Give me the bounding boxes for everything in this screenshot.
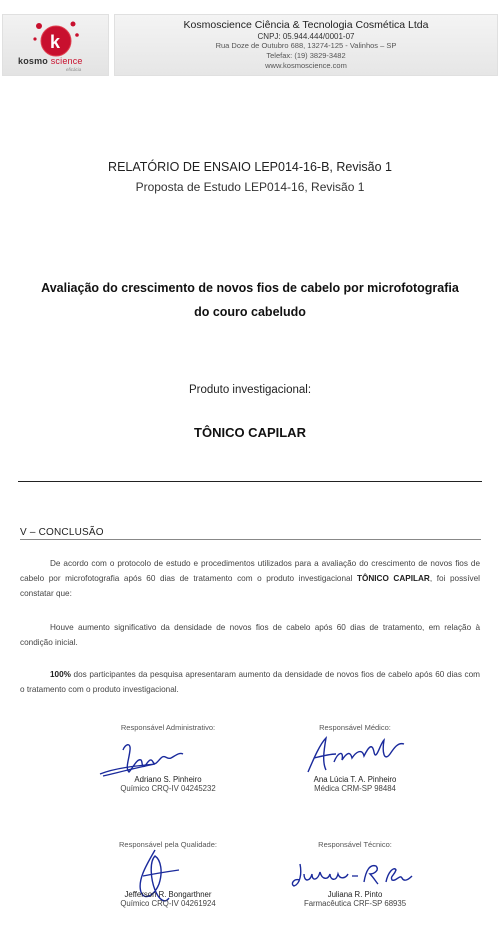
signature-id-technical	[255, 890, 455, 908]
p3-text: dos participantes da pesquisa apresentaram aumento da densidade de novos fios de cabelo após 60 dias com o tratamento com o produto investigacional.	[20, 670, 480, 694]
signature-drawing-technical	[290, 858, 415, 894]
logo-wordmark	[18, 56, 83, 66]
product-name: TÔNICO CAPILAR	[194, 425, 306, 440]
logo-subtext: eficácia	[66, 67, 82, 72]
signature-role: Responsável Médico:	[319, 723, 391, 732]
conclusion-paragraph-3	[20, 667, 480, 697]
signature-name: Jefferson R. Bongarthner	[124, 890, 212, 899]
conclusion-heading-rule	[20, 539, 481, 540]
company-phone: Telefax: (19) 3829-3482	[266, 51, 346, 60]
conclusion-paragraph-1	[20, 556, 480, 601]
main-title-line-1: Avaliação do crescimento de novos fios de cabelo por microfotografia	[41, 281, 459, 295]
signature-name: Juliana R. Pinto	[327, 890, 383, 899]
study-proposal: Proposta de Estudo LEP014-16, Revisão 1	[135, 180, 365, 194]
signature-registry: Médica CRM-SP 98484	[314, 784, 396, 793]
signature-name: Ana Lúcia T. A. Pinheiro	[313, 775, 397, 784]
logo-panel	[2, 14, 109, 76]
signature-block-medical	[255, 723, 455, 732]
company-name: Kosmoscience Ciência & Tecnologia Cosmética Ltda	[183, 19, 429, 31]
signature-id-medical	[255, 775, 455, 793]
signature-registry: Químico CRQ-IV 04245232	[120, 784, 216, 793]
signature-id-administrative	[68, 775, 268, 793]
signature-registry: Farmacêutica CRF-SP 68935	[303, 899, 407, 908]
company-cnpj: CNPJ: 05.944.444/0001-07	[257, 32, 355, 41]
company-address: Rua Doze de Outubro 688, 13274-125 - Valinhos – SP	[215, 41, 397, 50]
signature-name: Adriano S. Pinheiro	[134, 775, 202, 784]
conclusion-paragraph-2: Houve aumento significativo da densidade de novos fios de cabelo após 60 dias de tratamento, em relação à condição inicial.	[20, 623, 480, 647]
p1-text: De acordo com o protocolo de estudo e procedimentos utilizados para a avaliação do crescimento de novos fios de cabelo por microfotografia após 60 dias de tratamento com o produto investigacional	[20, 559, 480, 583]
report-title: RELATÓRIO DE ENSAIO LEP014-16-B, Revisão 1	[108, 160, 392, 174]
signature-registry: Químico CRQ-IV 04261924	[120, 899, 216, 908]
company-website[interactable]: www.kosmoscience.com	[265, 61, 347, 70]
study-main-title	[30, 276, 470, 324]
conclusion-heading: V – CONCLUSÃO	[20, 527, 104, 538]
p1-product: TÔNICO CAPILAR	[356, 574, 430, 583]
section-divider	[18, 481, 482, 482]
logo-word-kosmo: kosmo	[18, 56, 49, 66]
signature-drawing-medical	[300, 732, 410, 777]
signature-block-technical	[255, 840, 455, 849]
svg-text:k: k	[50, 32, 61, 52]
main-title-line-2: do couro cabeludo	[194, 305, 306, 319]
signature-id-quality	[68, 890, 268, 908]
company-info-panel	[114, 14, 498, 76]
p3-percentage: 100%	[50, 670, 71, 679]
p1-end: , foi possível constatar que:	[20, 574, 480, 598]
product-label: Produto investigacional:	[188, 384, 312, 396]
logo-word-science: science	[50, 56, 83, 66]
signature-block-administrative	[68, 723, 268, 732]
signature-role: Responsável Técnico:	[318, 840, 392, 849]
signature-role: Responsável Administrativo:	[120, 723, 216, 732]
signature-role: Responsável pela Qualidade:	[119, 840, 217, 849]
